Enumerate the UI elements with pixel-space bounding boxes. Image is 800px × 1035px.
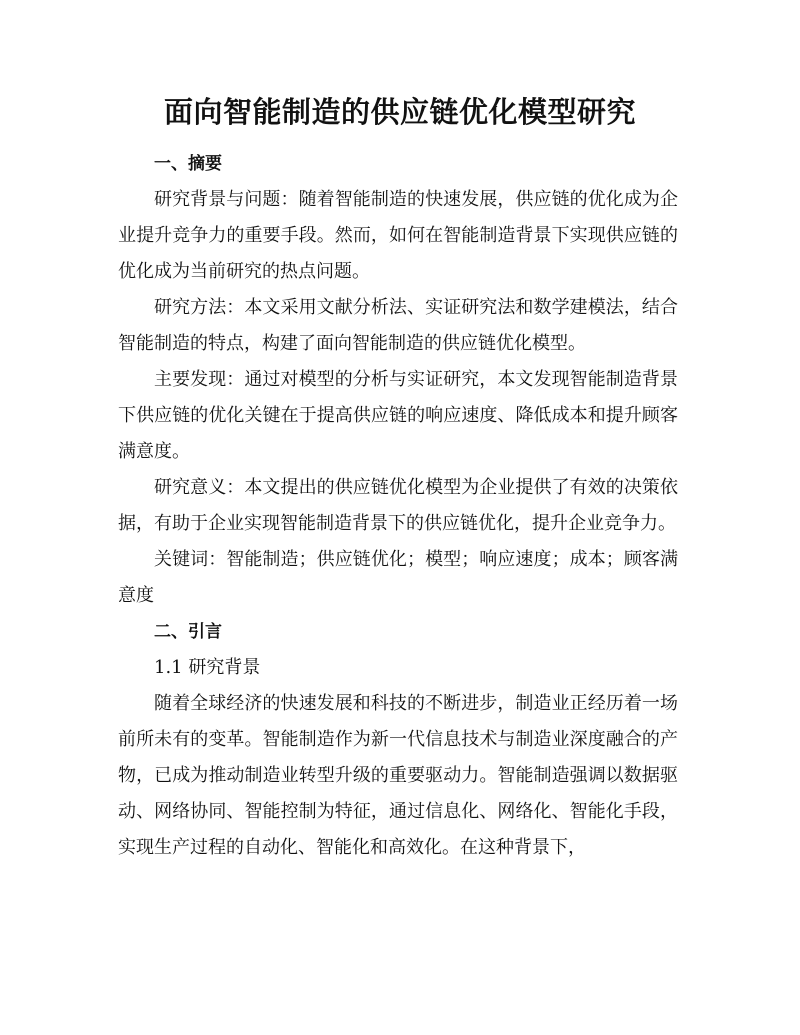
section-heading-introduction: 二、引言 [154, 622, 222, 642]
paper-title: 面向智能制造的供应链优化模型研究 [163, 95, 636, 129]
introduction-paragraph: 随着全球经济的快速发展和科技的不断进步，制造业正经历着一场前所未有的变革。智能制造作为新一代信息技术与制造业深度融合的产物，已成为推动制造业转型升级的重要驱动力。智能制造强调以数据驱动、网络协同、智能控制为特征，通过信息化、网络化、智能化手段，实现生产过程的自动化、智能化和高效化。在这种背景下， [118, 693, 678, 858]
abstract-findings-paragraph: 主要发现：通过对模型的分析与实证研究，本文发现智能制造背景下供应链的优化关键在于提高供应链的响应速度、降低成本和提升顾客满意度。 [118, 369, 678, 462]
abstract-significance-paragraph: 研究意义：本文提出的供应链优化模型为企业提供了有效的决策依据，有助于企业实现智能制造背景下的供应链优化，提升企业竞争力。 [118, 477, 678, 534]
section-heading-abstract: 一、摘要 [154, 154, 222, 174]
abstract-methods-paragraph: 研究方法：本文采用文献分析法、实证研究法和数学建模法，结合智能制造的特点，构建了面向智能制造的供应链优化模型。 [118, 297, 678, 354]
subsection-heading-research-background: 1.1 研究背景 [154, 657, 261, 678]
abstract-background-paragraph: 研究背景与问题：随着智能制造的快速发展，供应链的优化成为企业提升竞争力的重要手段。然而，如何在智能制造背景下实现供应链的优化成为当前研究的热点问题。 [118, 189, 678, 282]
keywords-paragraph: 关键词：智能制造；供应链优化；模型；响应速度；成本；顾客满意度 [118, 549, 678, 606]
document-body [118, 146, 678, 866]
